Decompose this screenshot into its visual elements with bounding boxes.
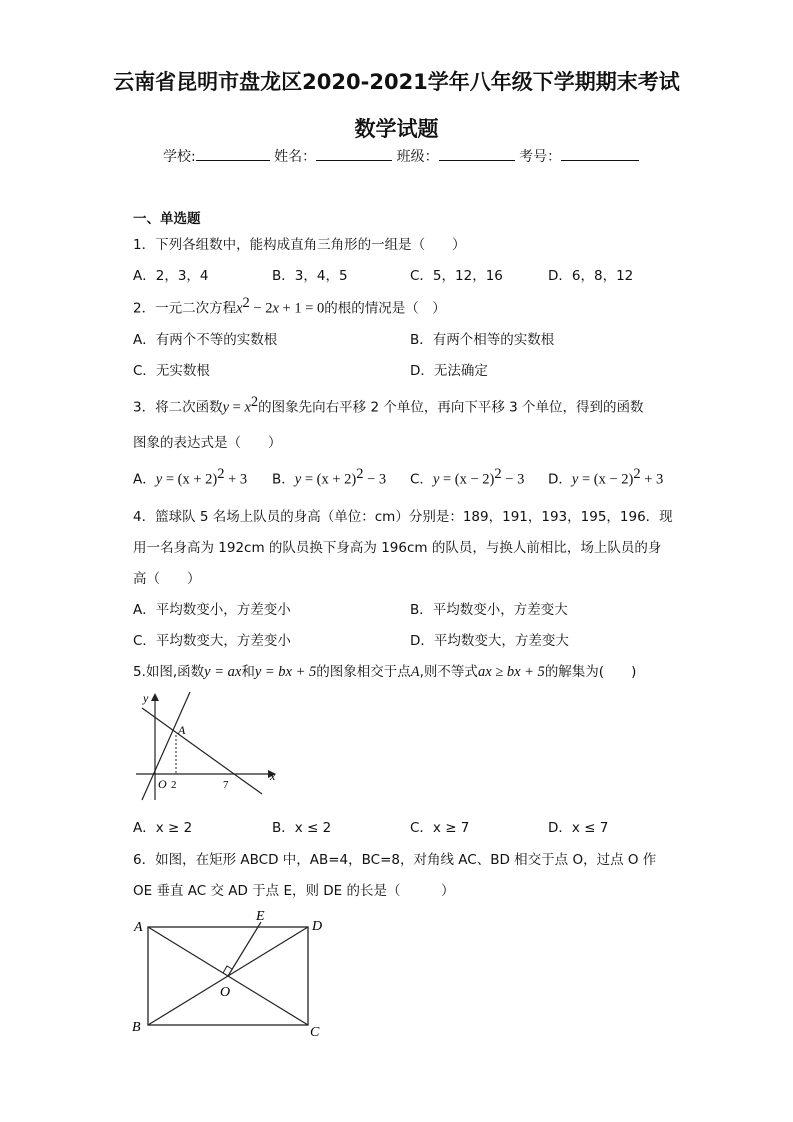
q1-option-b[interactable]: B．3，4，5 — [272, 268, 348, 284]
name-label: 姓名： — [274, 149, 317, 165]
q3-b-tail: − 3 — [363, 471, 387, 488]
q4-stem-line3: 高（ ） — [133, 571, 201, 587]
q1-option-c[interactable]: C．5，12，16 — [410, 268, 503, 284]
q3-stem-tail: 的图象先向右平移 2 个单位，再向下平移 3 个单位，得到的函数 — [258, 399, 644, 416]
q4-option-d[interactable]: D．平均数变大，方差变大 — [410, 633, 569, 649]
q2-eq-tail: + 1 = 0 — [278, 300, 325, 317]
fig-label-b: B — [132, 1020, 141, 1035]
section-heading: 一、单选题 — [133, 211, 201, 227]
exam-title-line1: 云南省昆明市盘龙区2020-2021学年八年级下学期期末考试 — [113, 70, 680, 94]
school-blank[interactable] — [196, 146, 270, 161]
fig-label-o: O — [220, 985, 231, 1000]
q5-function-graph — [130, 688, 280, 806]
graph-label-a: A — [178, 723, 186, 737]
y-axis-arrow-icon — [151, 693, 159, 701]
q5-option-d[interactable]: D．x ≤ 7 — [548, 820, 609, 836]
number-blank[interactable] — [561, 146, 639, 161]
school-label: 学校: — [163, 149, 196, 165]
q3-c-exp: 2 — [494, 466, 502, 482]
fig-label-d: D — [312, 919, 323, 934]
name-blank[interactable] — [316, 146, 392, 161]
q3-d-exp: 2 — [633, 466, 641, 482]
q5-func2: y = bx + 5 — [254, 664, 317, 680]
q3-option-d[interactable] — [548, 466, 663, 489]
q2-option-c[interactable]: C．无实数根 — [133, 363, 210, 379]
q6-stem-line2: OE 垂直 AC 交 AD 于点 E，则 DE 的长是（ ） — [133, 883, 455, 899]
q3-stem-line1 — [133, 394, 644, 417]
q5-stem — [133, 660, 636, 681]
student-info-line — [163, 146, 639, 166]
q5-inequality: ax ≥ bx + 5 — [477, 664, 545, 680]
q2-stem-lead: 2．一元二次方程 — [133, 300, 237, 317]
q3-d-y: y — [571, 471, 579, 488]
q3-c-body: = (x − 2) — [439, 471, 495, 488]
fig-label-a: A — [134, 920, 143, 935]
graph-label-o: O — [158, 777, 167, 791]
q5-stem-lead: 5.如图,函数 — [133, 664, 205, 680]
segment-oe — [228, 922, 261, 976]
q3-a-exp: 2 — [217, 466, 225, 482]
q3-b-exp: 2 — [356, 466, 364, 482]
q2-stem — [133, 295, 446, 318]
q5-stem-ineq-lead: ,则不等式 — [419, 664, 478, 680]
q3-option-a[interactable] — [133, 466, 247, 489]
q5-stem-tail: 的解集为( ) — [544, 664, 637, 680]
q5-option-a[interactable]: A．x ≥ 2 — [133, 820, 193, 836]
q1-option-d[interactable]: D．6，8，12 — [548, 268, 634, 284]
q1-stem: 1．下列各组数中，能构成直角三角形的一组是（ ） — [133, 237, 466, 253]
q2-eq-x: x — [236, 300, 243, 317]
q5-stem-and: 和 — [241, 664, 255, 680]
q2-eq-x2: x — [272, 300, 279, 317]
q5-func1: y = ax — [204, 664, 242, 680]
class-blank[interactable] — [439, 146, 515, 161]
q3-func-y: y — [222, 399, 230, 416]
q3-b-y: y — [294, 471, 302, 488]
q3-func-x: x — [244, 399, 251, 416]
q3-c-label: C． — [410, 471, 433, 488]
q2-option-d[interactable]: D．无法确定 — [410, 363, 488, 379]
q3-c-y: y — [432, 471, 440, 488]
q3-stem-lead: 3．将二次函数 — [133, 399, 223, 416]
q3-func-exp: 2 — [250, 394, 259, 410]
graph-label-y: y — [143, 691, 149, 705]
q3-a-body: = (x + 2) — [162, 471, 218, 488]
q3-func-eq: = — [229, 399, 245, 416]
graph-tick-7: 7 — [223, 779, 229, 791]
q3-a-label: A． — [133, 471, 156, 488]
q1-option-a[interactable]: A．2，3，4 — [133, 268, 209, 284]
q3-d-label: D． — [548, 471, 572, 488]
q4-stem-line1: 4．篮球队 5 名场上队员的身高（单位：cm）分别是：189，191，193，195，196．现 — [133, 509, 673, 525]
q4-option-b[interactable]: B．平均数变小，方差变大 — [410, 602, 568, 618]
q2-option-a[interactable]: A．有两个不等的实数根 — [133, 332, 278, 348]
fig-label-c: C — [310, 1025, 320, 1040]
q3-c-tail: − 3 — [501, 471, 525, 488]
q2-eq-exp: 2 — [242, 295, 250, 311]
exam-title-line2: 数学试题 — [354, 117, 439, 141]
q3-d-body: = (x − 2) — [578, 471, 634, 488]
q3-a-tail: + 3 — [224, 471, 248, 488]
fig-label-e: E — [256, 909, 265, 924]
q3-b-body: = (x + 2) — [301, 471, 357, 488]
q4-stem-line2: 用一名身高为 192cm 的队员换下身高为 196cm 的队员，与换人前相比，场上队员的身 — [133, 540, 662, 556]
q6-rectangle-figure — [128, 905, 338, 1043]
q2-eq-part: − 2 — [249, 300, 273, 317]
class-label: 班级： — [396, 149, 439, 165]
q3-a-y: y — [155, 471, 163, 488]
q3-d-tail: + 3 — [640, 471, 664, 488]
graph-label-x: x — [270, 769, 276, 783]
q4-option-a[interactable]: A．平均数变小，方差变小 — [133, 602, 291, 618]
q5-option-b[interactable]: B．x ≤ 2 — [272, 820, 332, 836]
graph-tick-2: 2 — [171, 779, 177, 791]
q3-option-c[interactable] — [410, 466, 524, 489]
q5-option-c[interactable]: C．x ≥ 7 — [410, 820, 470, 836]
number-label: 考号： — [519, 149, 562, 165]
q5-stem-mid: 的图象相交于点 — [316, 664, 411, 680]
q3-b-label: B． — [272, 471, 295, 488]
q3-stem-line2: 图象的表达式是（ ） — [133, 435, 282, 451]
q6-stem-line1: 6．如图，在矩形 ABCD 中，AB=4，BC=8，对角线 AC、BD 相交于点 O，过点 O 作 — [133, 852, 657, 868]
q5-point-a: A — [410, 664, 420, 680]
q2-option-b[interactable]: B．有两个相等的实数根 — [410, 332, 555, 348]
q3-option-b[interactable] — [272, 466, 386, 489]
q2-stem-tail: 的根的情况是（ ） — [324, 300, 446, 317]
q4-option-c[interactable]: C．平均数变大，方差变小 — [133, 633, 291, 649]
